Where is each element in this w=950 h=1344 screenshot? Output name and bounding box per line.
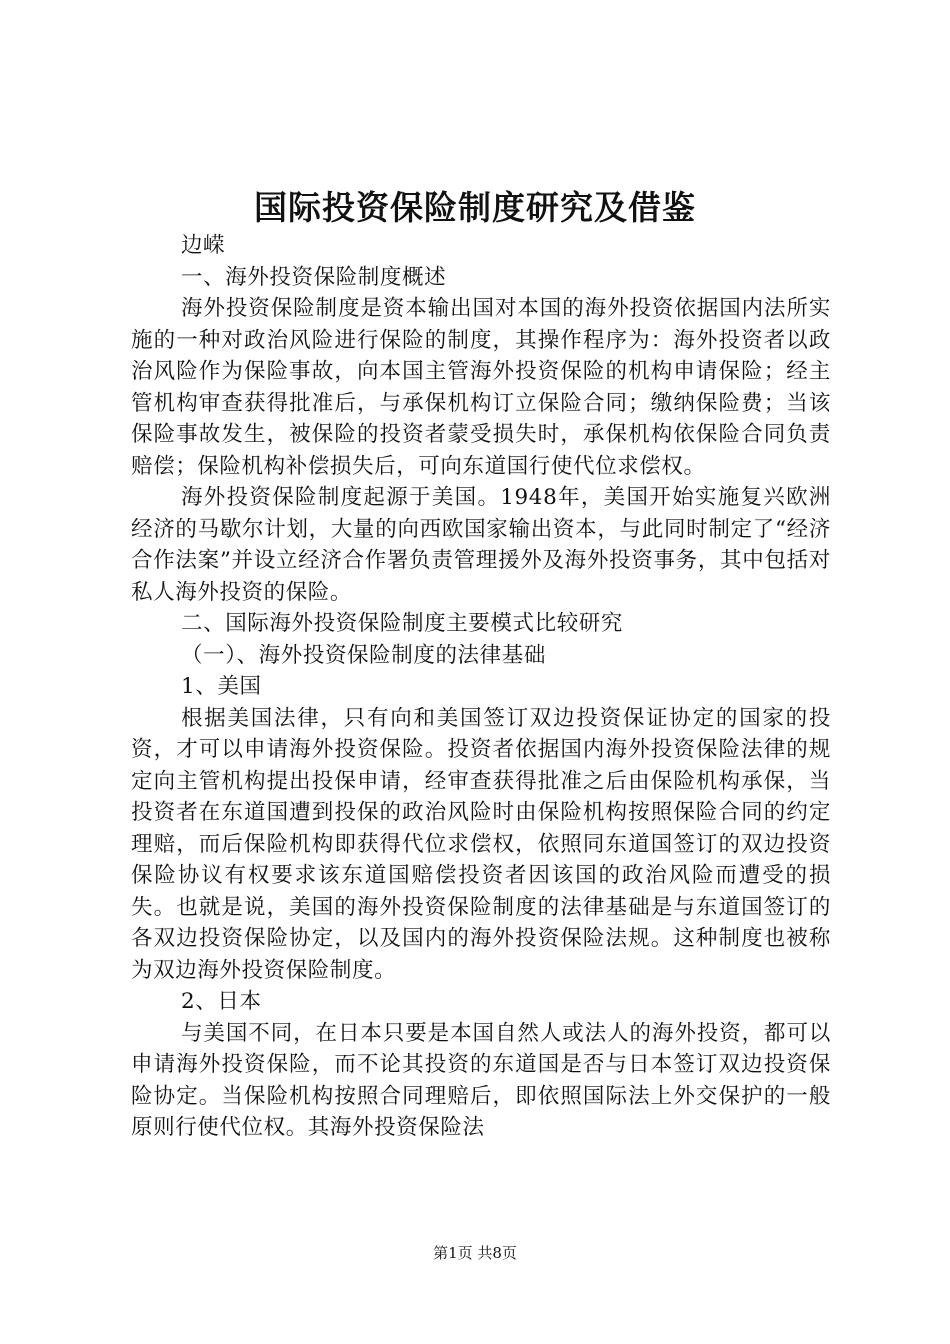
author-line: 边嵘	[181, 233, 226, 258]
document-body	[131, 230, 831, 1144]
item-heading: 2、日本	[181, 989, 262, 1014]
paragraph: 海外投资保险制度是资本输出国对本国的海外投资依据国内法所实施的一种对政治风险进行保险的制度，其操作程序为：海外投资者以政治风险作为保险事故，向本国主管海外投资保险的机构申请保险；经主管机构审查获得批准后，与承保机构订立保险合同；缴纳保险费；当该保险事故发生，被保险的投资者蒙受损失时，承保机构依保险合同负责赔偿；保险机构补偿损失后，可向东道国行使代位求偿权。	[131, 296, 831, 479]
section-heading: 二、国际海外投资保险制度主要模式比较研究	[181, 611, 624, 636]
item-heading: 1、美国	[181, 674, 262, 699]
subsection-heading: （一）、海外投资保险制度的法律基础	[181, 642, 546, 668]
section-heading: 一、海外投资保险制度概述	[181, 264, 447, 290]
paragraph: 根据美国法律，只有向和美国签订双边投资保证协定的国家的投资，才可以申请海外投资保险。投资者依据国内海外投资保险法律的规定向主管机构提出投保申请，经审查获得批准之后由保险机构承保，当投资者在东道国遭到投保的政治风险时由保险机构按照保险合同的约定理赔，而后保险机构即获得代位求偿权，依照同东道国签订的双边投资保险协议有权要求该东道国赔偿投资者因该国的政治风险而遭受的损失。也就是说，美国的海外投资保险制度的法律基础是与东道国签订的各双边投资保险协定，以及国内的海外投资保险法规。这种制度也被称为双边海外投资保险制度。	[131, 705, 831, 983]
paragraph: 与美国不同，在日本只要是本国自然人或法人的海外投资，都可以申请海外投资保险，而不论其投资的东道国是否与日本签订双边投资保险协定。当保险机构按照合同理赔后，即依照国际法上外交保护的一般原则行使代位权。其海外投资保险法	[131, 1020, 831, 1140]
document-title: 国际投资保险制度研究及借鉴	[254, 188, 696, 227]
paragraph: 海外投资保险制度起源于美国。1948年，美国开始实施复兴欧洲经济的马歇尔计划，大量的向西欧国家输出资本，与此同时制定了“经济合作法案”并设立经济合作署负责管理援外及海外投资事务，其中包括对私人海外投资的保险。	[131, 485, 831, 605]
page-number-footer: 第1页 共8页	[433, 1244, 517, 1262]
